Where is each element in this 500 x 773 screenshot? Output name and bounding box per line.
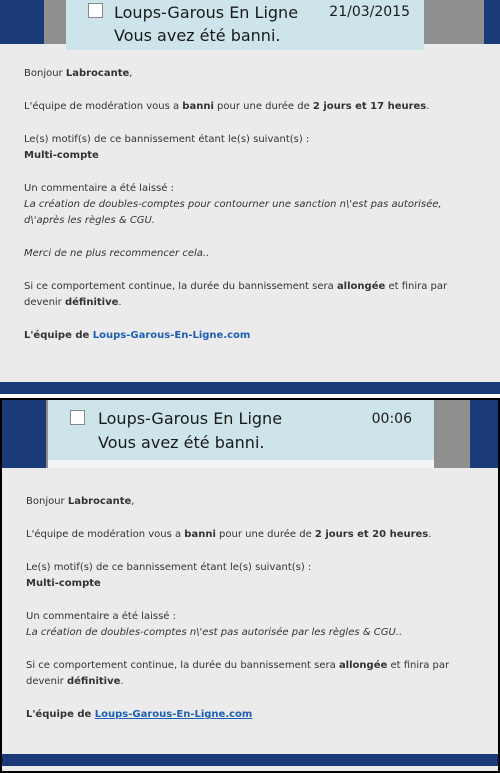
notification-checkbox[interactable] — [70, 410, 85, 425]
site-link[interactable]: Loups-Garous-En-Ligne.com — [92, 330, 251, 341]
greeting: Bonjour Labrocante, — [26, 496, 135, 507]
header-band-gray-left — [44, 0, 66, 44]
comment-block: Un commentaire a été laissé : La création de doubles-comptes pour contourner une sanction n\'est pas autorisée, d\'après les règles & CGU. — [24, 183, 442, 226]
header-band-gray-right — [424, 0, 484, 44]
header-band-right — [470, 400, 498, 468]
warning-sentence: Si ce comportement continue, la durée du bannissement sera allongée et finira par devenir définitive. — [24, 281, 448, 308]
footer-bar — [0, 382, 500, 394]
comment-text: La création de doubles-comptes pour contourner une sanction n\'est pas autorisée, d\'après les règles & CGU. — [24, 199, 442, 226]
notification-subject: Vous avez été banni. — [114, 26, 281, 45]
notification-subject: Vous avez été banni. — [98, 433, 265, 452]
ban-duration: 2 jours et 20 heures — [314, 529, 429, 540]
header-band-left — [2, 400, 46, 468]
username: Labrocante — [65, 68, 130, 79]
comment-block: Un commentaire a été laissé : La création de doubles-comptes n\'est pas autorisée par les règles & CGU.. — [26, 611, 403, 638]
warning-sentence: Si ce comportement continue, la durée du bannissement sera allongée et finira par devenir définitive. — [26, 660, 450, 687]
comment-text: La création de doubles-comptes n\'est pas autorisée par les règles & CGU.. — [26, 627, 403, 638]
ban-sentence: L'équipe de modération vous a banni pour une durée de 2 jours et 17 heures. — [24, 101, 430, 112]
extra-line: Merci de ne plus recommencer cela.. — [24, 248, 210, 259]
email-screenshot-2 — [0, 398, 500, 773]
header-band-left — [0, 0, 44, 44]
reasons-block: Le(s) motif(s) de ce bannissement étant le(s) suivant(s) : Multi-compte — [26, 562, 312, 589]
header-band-gray-right — [434, 400, 470, 468]
notification-checkbox[interactable] — [88, 3, 103, 18]
username: Labrocante — [67, 496, 132, 507]
notification-toast[interactable] — [66, 0, 424, 50]
footer-bar — [2, 754, 498, 766]
ban-sentence: L'équipe de modération vous a banni pour une durée de 2 jours et 20 heures. — [26, 529, 432, 540]
header-band-right — [484, 0, 500, 44]
greeting: Bonjour Labrocante, — [24, 68, 133, 79]
email-body — [24, 66, 480, 361]
ban-duration: 2 jours et 17 heures — [312, 101, 427, 112]
notification-time: 21/03/2015 — [329, 4, 410, 20]
notification-time: 00:06 — [371, 411, 412, 427]
ban-reason: Multi-compte — [26, 578, 101, 589]
notification-sender: Loups-Garous En Ligne — [114, 3, 299, 22]
site-link[interactable]: Loups-Garous-En-Ligne.com — [94, 709, 253, 720]
email-body — [26, 494, 478, 740]
ban-reason: Multi-compte — [24, 150, 99, 161]
signature: L'équipe de Loups-Garous-En-Ligne.com — [24, 330, 251, 341]
notification-toast[interactable] — [48, 400, 434, 460]
reasons-block: Le(s) motif(s) de ce bannissement étant le(s) suivant(s) : Multi-compte — [24, 134, 310, 161]
signature: L'équipe de Loups-Garous-En-Ligne.com — [26, 709, 253, 720]
notification-shadow — [48, 460, 434, 468]
notification-sender: Loups-Garous En Ligne — [98, 409, 283, 428]
